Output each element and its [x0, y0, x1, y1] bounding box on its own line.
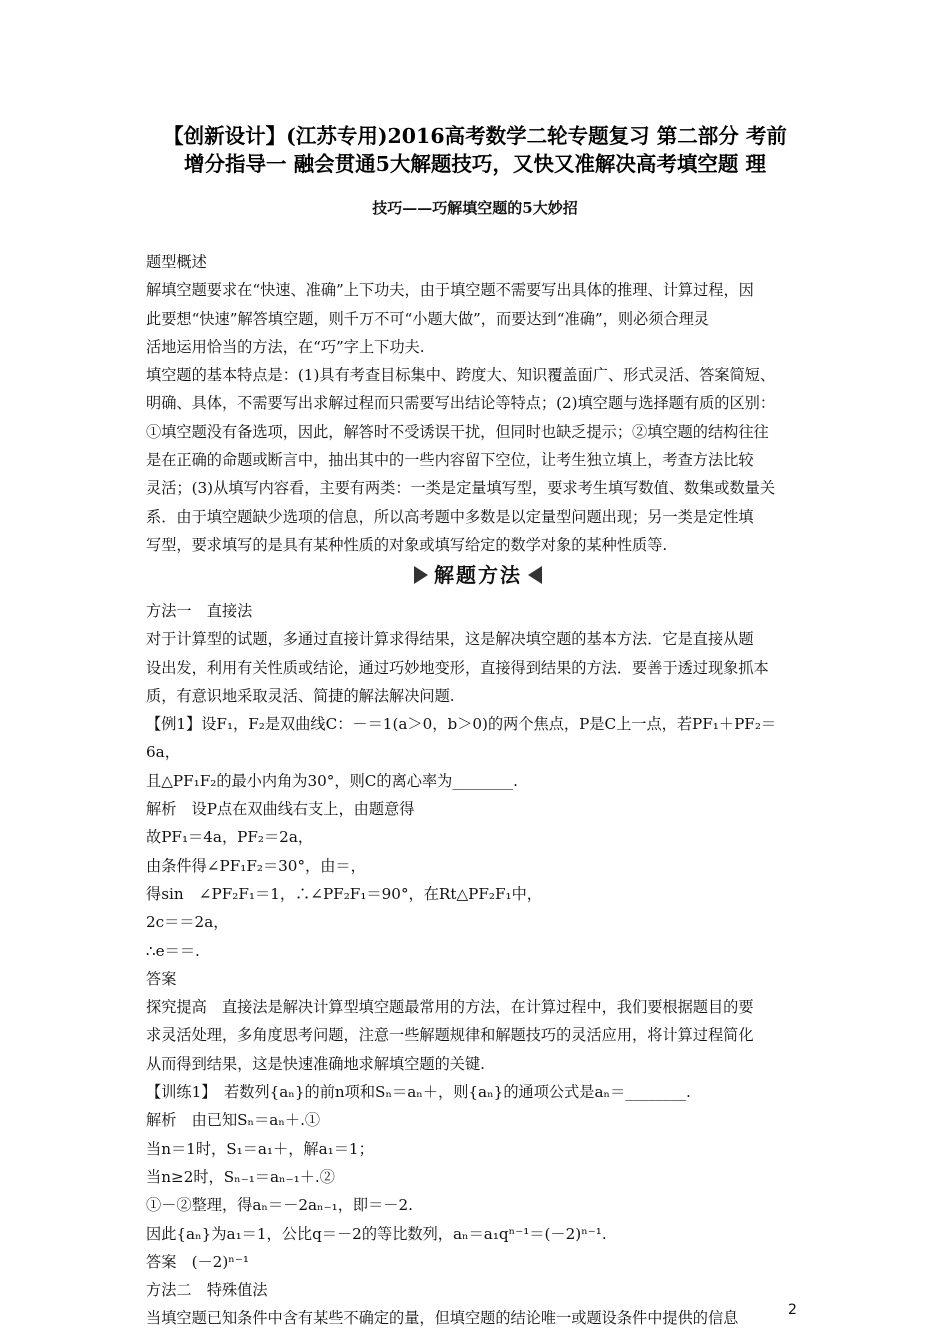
- exercise-line: 【训练1】 若数列{aₙ}的前n项和Sₙ＝aₙ＋，则{aₙ}的通项公式是aₙ＝________.: [146, 1083, 691, 1102]
- solution-line: ①－②整理，得aₙ＝－2aₙ₋₁，即＝－2.: [146, 1196, 413, 1215]
- text-line: 写型，要求填写的是具有某种性质的对象或填写给定的数学对象的某种性质等.: [146, 535, 668, 554]
- document-subtitle: 技巧——巧解填空题的5大妙招: [372, 199, 578, 217]
- text-line: ①填空题没有备选项，因此，解答时不受诱误干扰，但同时也缺乏提示；②填空题的结构往往: [146, 422, 769, 441]
- title-line-1: 【创新设计】(江苏专用)2016高考数学二轮专题复习 第二部分 考前: [163, 124, 787, 148]
- title-line-2: 增分指导一 融会贯通5大解题技巧，又快又准解决高考填空题 理: [183, 152, 767, 176]
- methods-section: [146, 597, 810, 1333]
- solution-line: 当n＝1时，S₁＝a₁＋，解a₁＝1；: [146, 1139, 374, 1158]
- text-line: 是在正确的命题或断言中，抽出其中的一些内容留下空位，让考生独立填上，考查方法比较: [146, 451, 754, 470]
- solution-line: 因此{aₙ}为a₁＝1，公比q＝－2的等比数列，aₙ＝a₁qⁿ⁻¹＝(－2)ⁿ⁻¹.: [146, 1224, 607, 1243]
- example-line: 【例1】设F₁，F₂是双曲线C：－＝1(a＞0，b＞0)的两个焦点，P是C上一点，若PF₁＋PF₂＝6a，: [146, 715, 777, 762]
- solution-line: 得sin ∠PF₂F₁＝1，∴∠PF₂F₁＝90°，在Rt△PF₂F₁中，: [146, 884, 542, 903]
- intro-section: [146, 248, 810, 559]
- left-triangle-icon: [528, 566, 542, 584]
- solution-line: 由条件得∠PF₁F₂＝30°，由＝，: [146, 856, 366, 875]
- section-heading: 方法二 特殊值法: [146, 1281, 268, 1300]
- answer-line: 答案 (－2)ⁿ⁻¹: [146, 1252, 249, 1271]
- text-line: 灵活；(3)从填写内容看，主要有两类：一类是定量填写型，要求考生填写数值、数集或数量关: [146, 479, 776, 498]
- solution-line: ∴e＝＝.: [146, 941, 200, 960]
- example-line: 且△PF₁F₂的最小内角为30°，则C的离心率为________.: [146, 771, 518, 790]
- solution-line: 解析 由已知Sₙ＝aₙ＋.①: [146, 1111, 321, 1130]
- section-heading: 方法一 直接法: [146, 602, 253, 620]
- answer-line: 答案: [146, 969, 177, 988]
- solution-line: 故PF₁＝4a，PF₂＝2a，: [146, 828, 314, 847]
- methods-banner: [146, 560, 810, 590]
- section-heading: 题型概述: [146, 253, 207, 271]
- text-line: 活地运用恰当的方法，在“巧”字上下功夫.: [146, 337, 425, 356]
- text-line: 对于计算型的试题，多通过直接计算求得结果，这是解决填空题的基本方法．它是直接从题: [146, 630, 754, 649]
- text-line: 填空题的基本特点是：(1)具有考查目标集中、跨度大、知识覆盖面广、形式灵活、答案简短、: [146, 366, 776, 385]
- text-line: 质，有意识地采取灵活、简捷的解法解决问题.: [146, 686, 455, 705]
- text-line: 从而得到结果，这是快速准确地求解填空题的关键.: [146, 1054, 485, 1073]
- text-line: 探究提高 直接法是解决计算型填空题最常用的方法，在计算过程中，我们要根据题目的要: [146, 998, 754, 1017]
- text-line: 设出发，利用有关性质或结论，通过巧妙地变形，直接得到结果的方法．要善于透过现象抓本: [146, 658, 769, 677]
- banner-label: 解题方法: [434, 563, 522, 587]
- text-line: 解填空题要求在“快速、准确”上下功夫，由于填空题不需要写出具体的推理、计算过程，因: [146, 281, 754, 300]
- right-triangle-icon: [414, 566, 428, 584]
- page-number: 2: [788, 1302, 797, 1318]
- solution-line: 当n≥2时，Sₙ₋₁＝aₙ₋₁＋.②: [146, 1167, 335, 1186]
- solution-line: 解析 设P点在双曲线右支上，由题意得: [146, 800, 415, 819]
- text-line: 系．由于填空题缺少选项的信息，所以高考题中多数是以定量型问题出现；另一类是定性填: [146, 507, 754, 526]
- document-title: [120, 122, 830, 178]
- text-line: 当填空题已知条件中含有某些不确定的量，但填空题的结论唯一或题设条件中提供的信息: [146, 1309, 739, 1328]
- text-line: 明确、具体，不需要写出求解过程而只需要写出结论等特点；(2)填空题与选择题有质的区别：: [146, 394, 776, 413]
- text-line: 此要想“快速”解答填空题，则千万不可“小题大做”，而要达到“准确”，则必须合理灵: [146, 309, 709, 328]
- text-line: 求灵活处理，多角度思考问题，注意一些解题规律和解题技巧的灵活应用，将计算过程简化: [146, 1026, 754, 1045]
- solution-line: 2c＝＝2a，: [146, 913, 229, 932]
